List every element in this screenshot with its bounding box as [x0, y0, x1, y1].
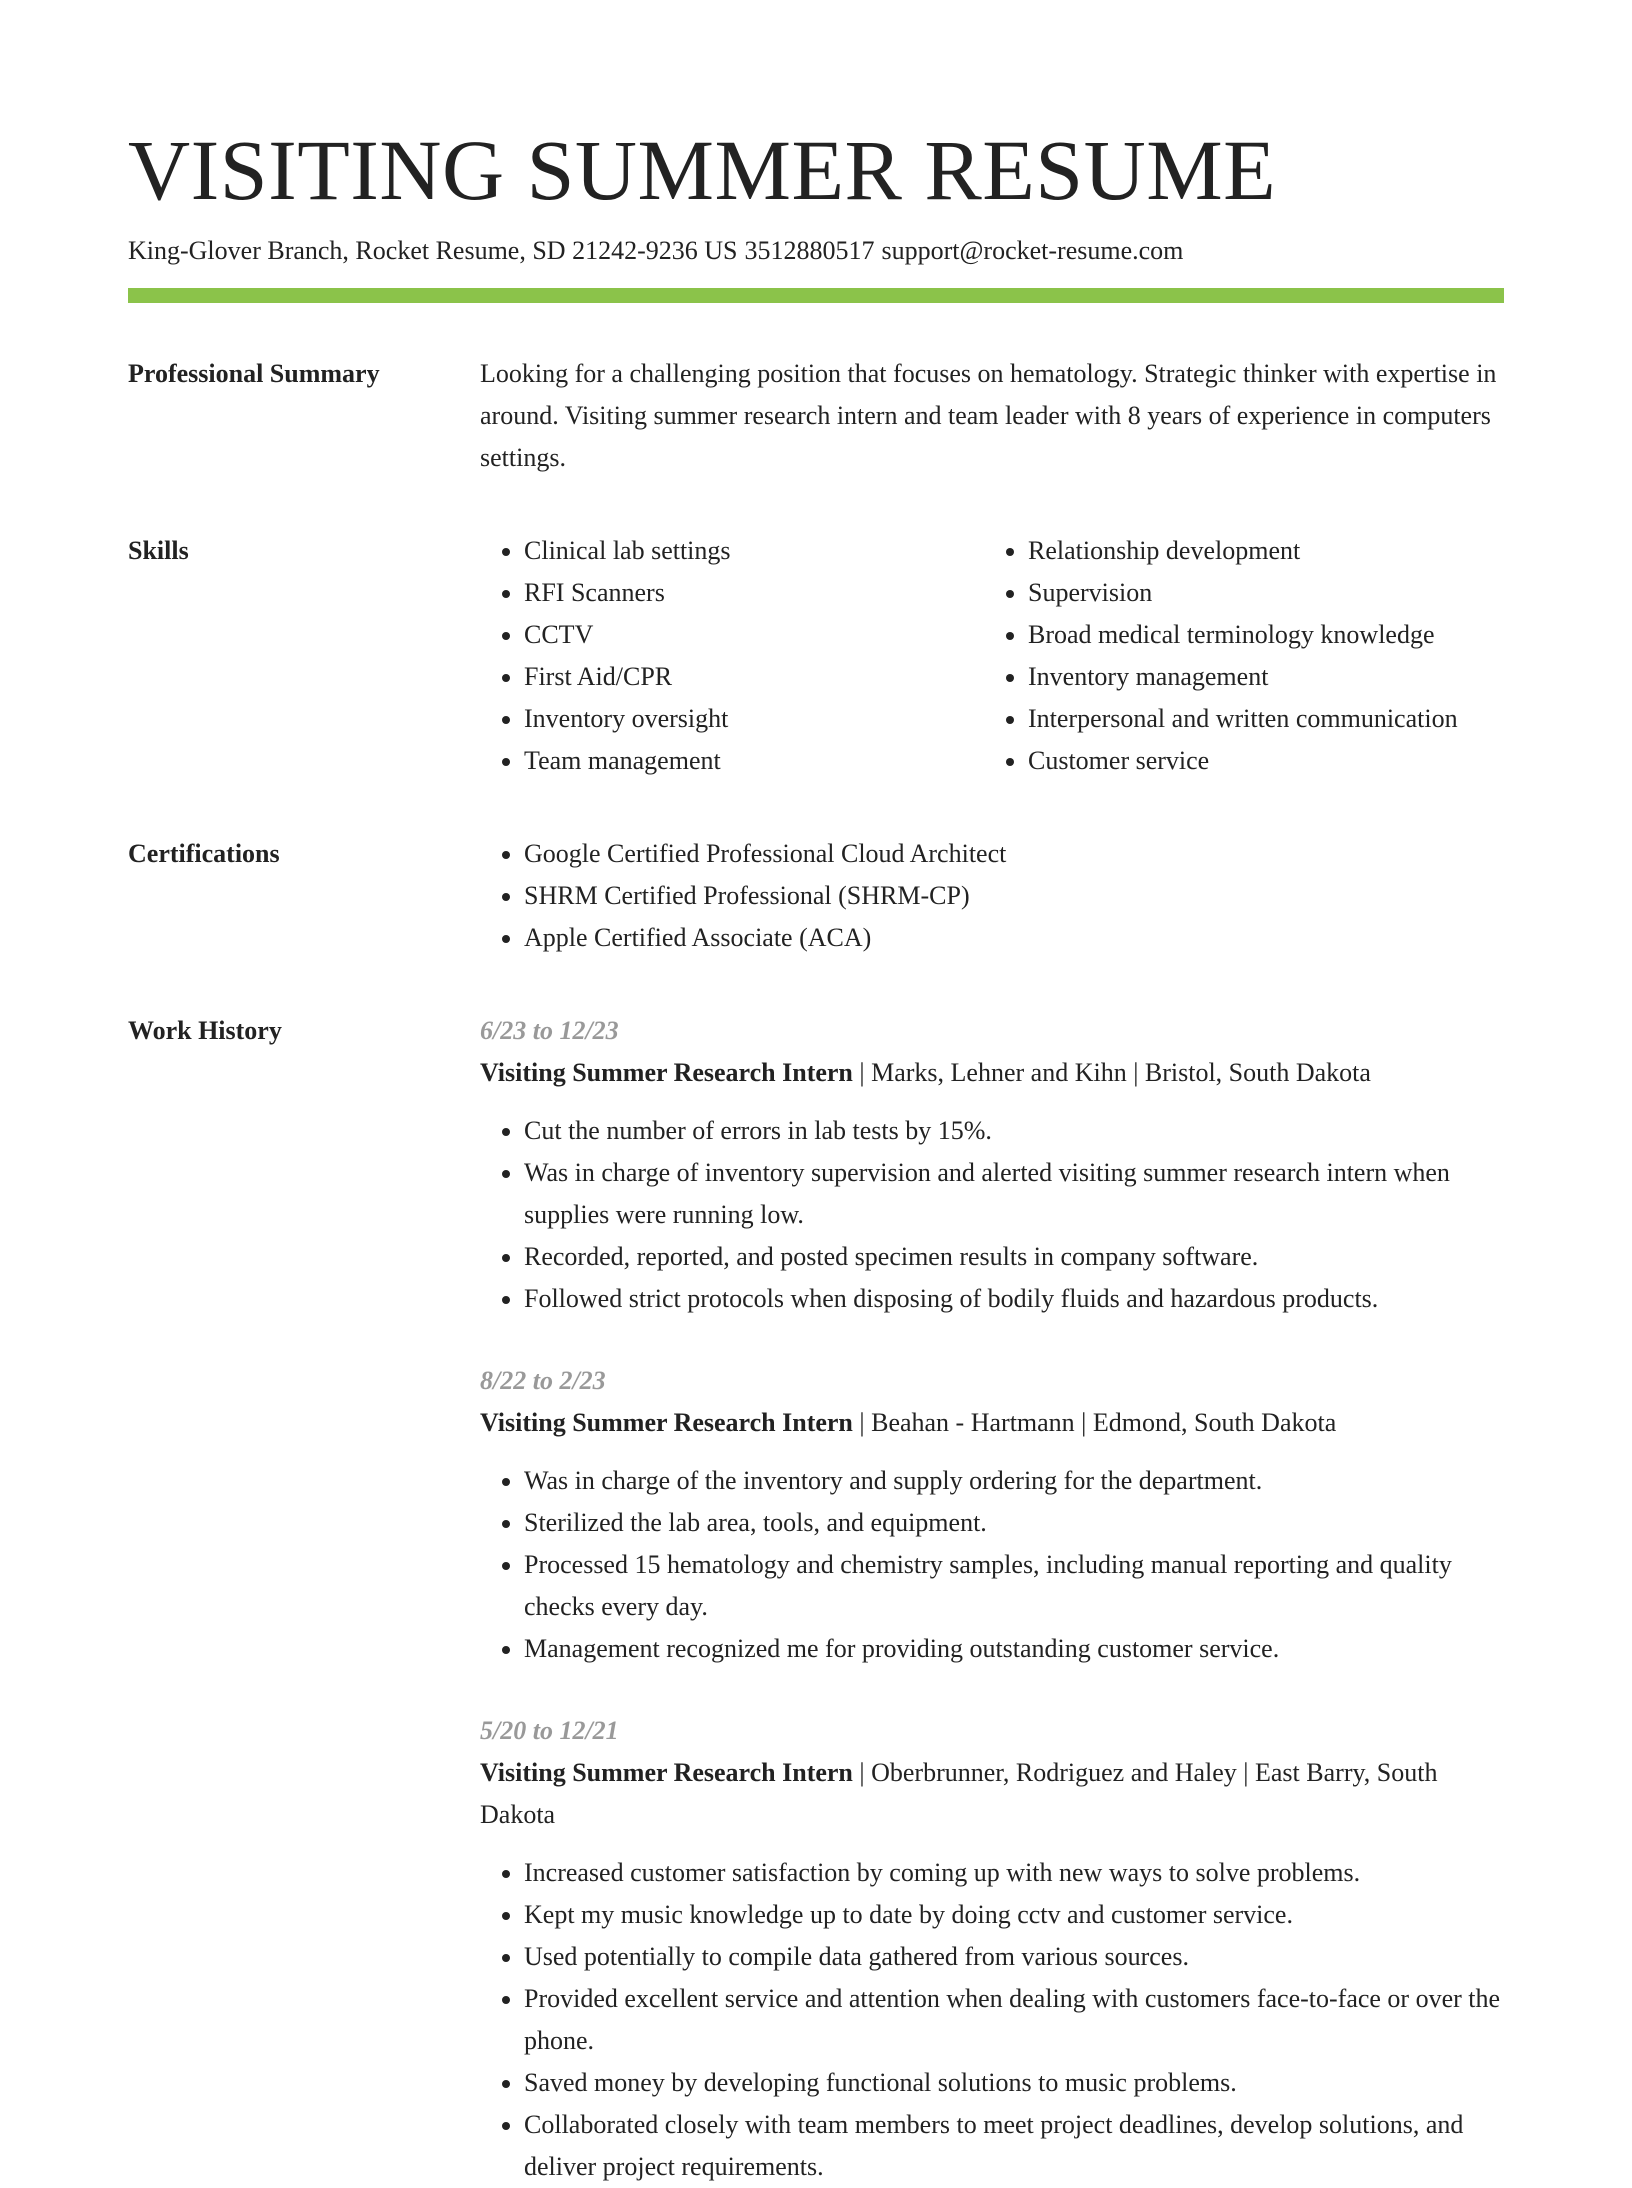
job-title-line: [480, 1402, 1504, 1444]
job-bullet: • Was in charge of inventory supervision and alerted visiting summer research intern when supplies were running low.: [524, 1152, 1504, 1236]
job-bullet: • Followed strict protocols when disposing of bodily fluids and hazardous products.: [524, 1278, 1504, 1320]
certification-item: • Apple Certified Associate (ACA): [524, 917, 1504, 959]
job-bullet: • Processed 15 hematology and chemistry samples, including manual reporting and quality checks every day.: [524, 1544, 1504, 1628]
skill-item: • Clinical lab settings: [524, 530, 984, 572]
job-title-line: [480, 1752, 1504, 1836]
skill-item: • Broad medical terminology knowledge: [1028, 614, 1458, 656]
job-title: Visiting Summer Research Intern: [480, 1058, 853, 1087]
job-dates: 8/22 to 2/23: [480, 1366, 606, 1395]
skill-item: • Inventory management: [1028, 656, 1458, 698]
section-title-skills: Skills: [128, 536, 189, 565]
job-bullets: [480, 1852, 1504, 2188]
accent-divider: [128, 288, 1504, 303]
certifications-body: [480, 833, 1504, 959]
contact-line: [128, 234, 1504, 268]
job-title-line: [480, 1052, 1504, 1094]
job-bullet: • Kept my music knowledge up to date by doing cctv and customer service.: [524, 1894, 1504, 1936]
job-bullet: • Cut the number of errors in lab tests by 15%.: [524, 1110, 1504, 1152]
job-bullet: • Provided excellent service and attention when dealing with customers face-to-face or over the phone.: [524, 1978, 1504, 2062]
certifications-list: [480, 833, 1504, 959]
skills-list-left: [480, 530, 984, 782]
contact-address: King-Glover Branch, Rocket Resume, SD 21242-9236 US: [128, 236, 738, 265]
job-title: Visiting Summer Research Intern: [480, 1408, 853, 1437]
resume-name: VISITING SUMMER RESUME: [128, 122, 1277, 218]
skill-item: • Team management: [524, 740, 984, 782]
skills-section: [128, 530, 1504, 782]
resume-page: [128, 120, 1504, 2188]
job-bullets: [480, 1460, 1504, 1670]
skill-item: • RFI Scanners: [524, 572, 984, 614]
job-title: Visiting Summer Research Intern: [480, 1758, 853, 1787]
work-history-body: [480, 1010, 1504, 2188]
skills-list-right: [984, 530, 1458, 782]
job-entry: [480, 1360, 1504, 1670]
skills-body: [480, 530, 1504, 782]
section-title-summary: Professional Summary: [128, 359, 380, 388]
skill-item: • Inventory oversight: [524, 698, 984, 740]
skill-item: • CCTV: [524, 614, 984, 656]
summary-body: [480, 353, 1504, 479]
job-bullet: • Recorded, reported, and posted specimen results in company software.: [524, 1236, 1504, 1278]
skill-item: • Relationship development: [1028, 530, 1458, 572]
job-details: | Beahan - Hartmann | Edmond, South Dakota: [852, 1408, 1337, 1437]
work-history-section: [128, 1010, 1504, 2188]
job-entry: [480, 1010, 1504, 1320]
summary-section: [128, 353, 1504, 479]
section-title-work-history: Work History: [128, 1016, 282, 1045]
job-bullet: • Collaborated closely with team members to meet project deadlines, develop solutions, and deliver project requirements.: [524, 2104, 1504, 2188]
skill-item: • Customer service: [1028, 740, 1458, 782]
job-details: | Marks, Lehner and Kihn | Bristol, South Dakota: [852, 1058, 1371, 1087]
job-dates: 6/23 to 12/23: [480, 1016, 619, 1045]
skill-item: • First Aid/CPR: [524, 656, 984, 698]
skill-item: • Supervision: [1028, 572, 1458, 614]
job-bullets: [480, 1110, 1504, 1320]
job-bullet: • Sterilized the lab area, tools, and equipment.: [524, 1502, 1504, 1544]
job-dates: 5/20 to 12/21: [480, 1716, 619, 1745]
skill-item: • Interpersonal and written communication: [1028, 698, 1458, 740]
summary-text: Looking for a challenging position that focuses on hematology. Strategic thinker with expertise in around. Visiting summer research intern and team leader with 8 years of experience in computers settings.: [480, 359, 1497, 472]
certification-item: • Google Certified Professional Cloud Architect: [524, 833, 1504, 875]
job-bullet: • Management recognized me for providing outstanding customer service.: [524, 1628, 1504, 1670]
job-bullet: • Was in charge of the inventory and supply ordering for the department.: [524, 1460, 1504, 1502]
certifications-section: [128, 833, 1504, 959]
job-bullet: • Increased customer satisfaction by coming up with new ways to solve problems.: [524, 1852, 1504, 1894]
job-entry: [480, 1710, 1504, 2188]
job-details: | Oberbrunner, Rodriguez and Haley | East Barry, South Dakota: [480, 1758, 1438, 1829]
contact-phone: 3512880517: [744, 236, 875, 265]
contact-email: support@rocket-resume.com: [881, 236, 1184, 265]
job-bullet: • Used potentially to compile data gathered from various sources.: [524, 1936, 1504, 1978]
section-title-certifications: Certifications: [128, 839, 280, 868]
job-bullet: • Saved money by developing functional solutions to music problems.: [524, 2062, 1504, 2104]
certification-item: • SHRM Certified Professional (SHRM-CP): [524, 875, 1504, 917]
